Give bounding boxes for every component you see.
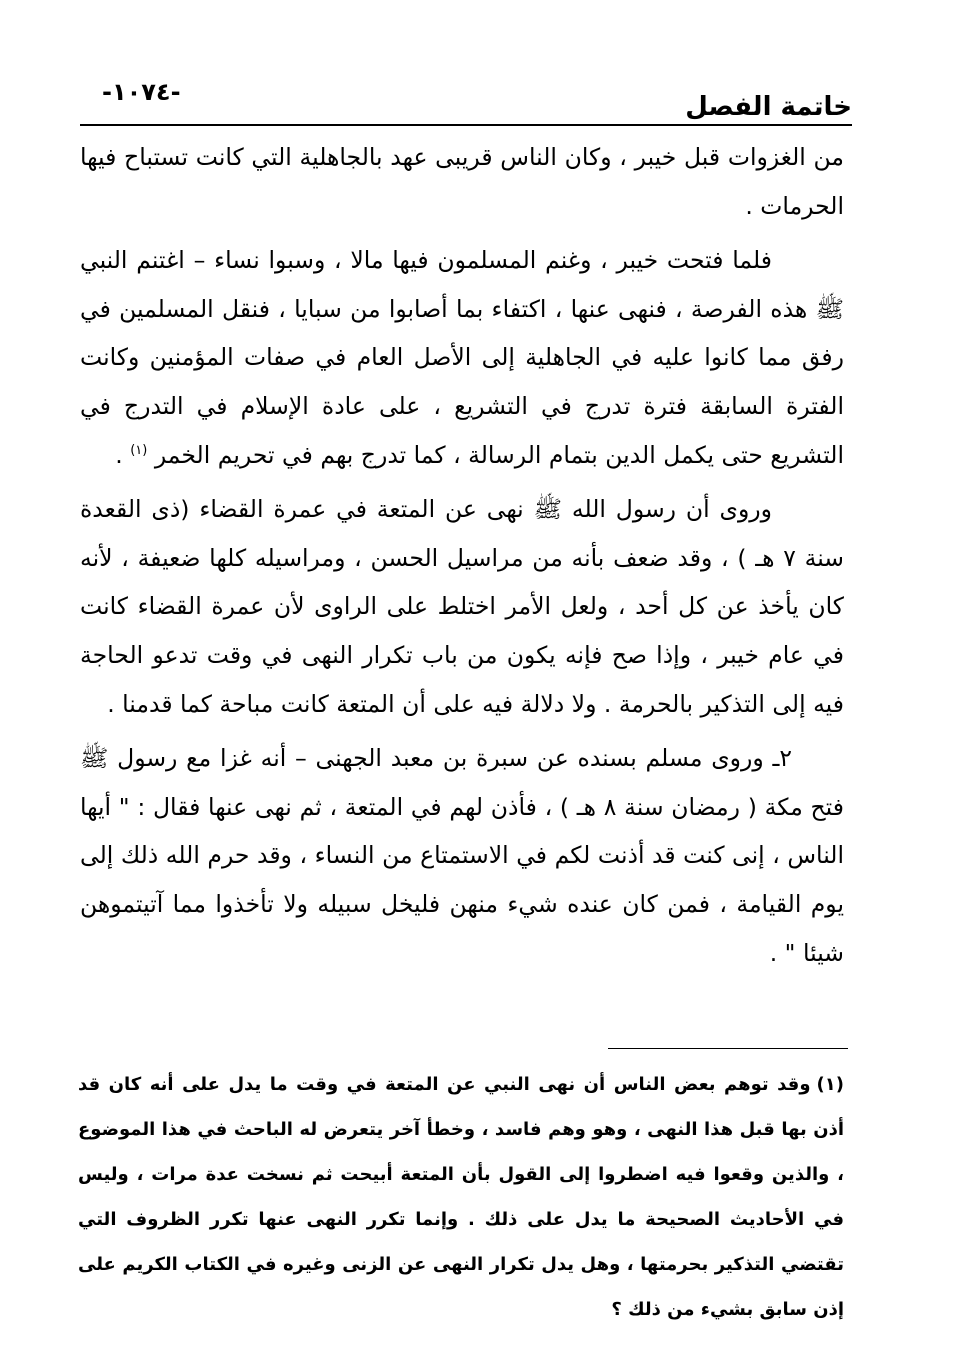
page-number: -١٠٧٤-: [102, 78, 181, 106]
paragraph-1: من الغزوات قبل خيبر ، وكان الناس قريبى عهد بالجاهلية التي كانت تستباح فيها الحرمات .: [80, 143, 844, 220]
footnote-marker: (١): [816, 1074, 844, 1095]
running-title: خاتمة الفصل: [685, 92, 852, 122]
paragraph-3: وروى أن رسول الله ﷺ نهى عن المتعة في عمرة القضاء (ذى القعدة سنة ٧ هـ ) ، وقد ضعف بأنه من مراسيل الحسن ، ومراسيله كلها ضعيفة ، لأنه كان يأخذ عن كل أحد ، ولعل الأمر اختلط على الراوى لأن عمرة القضاء كانت في عام خيبر ، وإذا صح فإنه يكون من باب تكرار النهى في وقت تدعو الحاجة فيه إلى التذكير بالحرمة . ولا دلالة فيه على أن المتعة كانت مباحة كما قدمنا .: [80, 495, 844, 718]
footnote-text: وقد توهم بعض الناس أن نهى النبي عن المتعة في وقت ما يدل على أنه كان قد أذن بها قبل هذا النهى ، وهو وهم فاسد ، وخطأ آخر يتعرض له الباحث في هذا الموضوع ، والذين وقعوا فيه اضطروا إلى القول بأن المتعة أبيحت ثم نسخت عدة مرات ، وليس في الأحاديث الصحيحة ما يدل على ذلك . وإنما تكرر النهى عنها تكرر الظروف التي تقتضي التذكير بحرمتها ، وهل يدل تكرار النهى عن الزنى وغيره في الكتاب الكريم على إذن سابق بشيء من ذلك ؟: [78, 1074, 844, 1320]
page-header: [80, 70, 852, 126]
body-text: [80, 133, 844, 983]
paragraph-4: ٢ـ وروى مسلم بسنده عن سبرة بن معبد الجهنى – أنه غزا مع رسول ﷺ فتح مكة ( رمضان سنة ٨ هـ ) ، فأذن لهم في المتعة ، ثم نهى عنها فقال : " أيها الناس ، إنى كنت قد أذنت لكم في الاستمتاع من النساء ، وقد حرم الله ذلك إلى يوم القيامة ، فمن كان عنده شيء منهن فليخل سبيله ولا تأخذوا مما آتيتموهن شيئا " .: [80, 744, 844, 967]
footnotes: [78, 1062, 844, 1332]
paragraph-2-text: فلما فتحت خيبر ، وغنم المسلمون فيها مالا ، وسبوا نساء – اغتنم النبي ﷺ هذه الفرصة ، فنهى عنها ، اكتفاء بما أصابوا من سبايا ، فنقل المسلمين في رفق مما كانوا عليه في الجاهلية إلى الأصل العام في صفات المؤمنين وكانت الفترة السابقة فترة تدرج في التشريع ، على عادة الإسلام في التدرج في التشريع حتى يكمل الدين بتمام الرسالة ، كما تدرج بهم في تحريم الخمر: [80, 246, 844, 469]
footnote-separator: [608, 1048, 848, 1049]
paragraph-2: [80, 236, 844, 479]
footnote-1: [78, 1062, 844, 1332]
footnote-reference: (١): [130, 442, 148, 458]
paragraph-2-end: .: [115, 440, 131, 469]
header-rule: [80, 124, 852, 126]
